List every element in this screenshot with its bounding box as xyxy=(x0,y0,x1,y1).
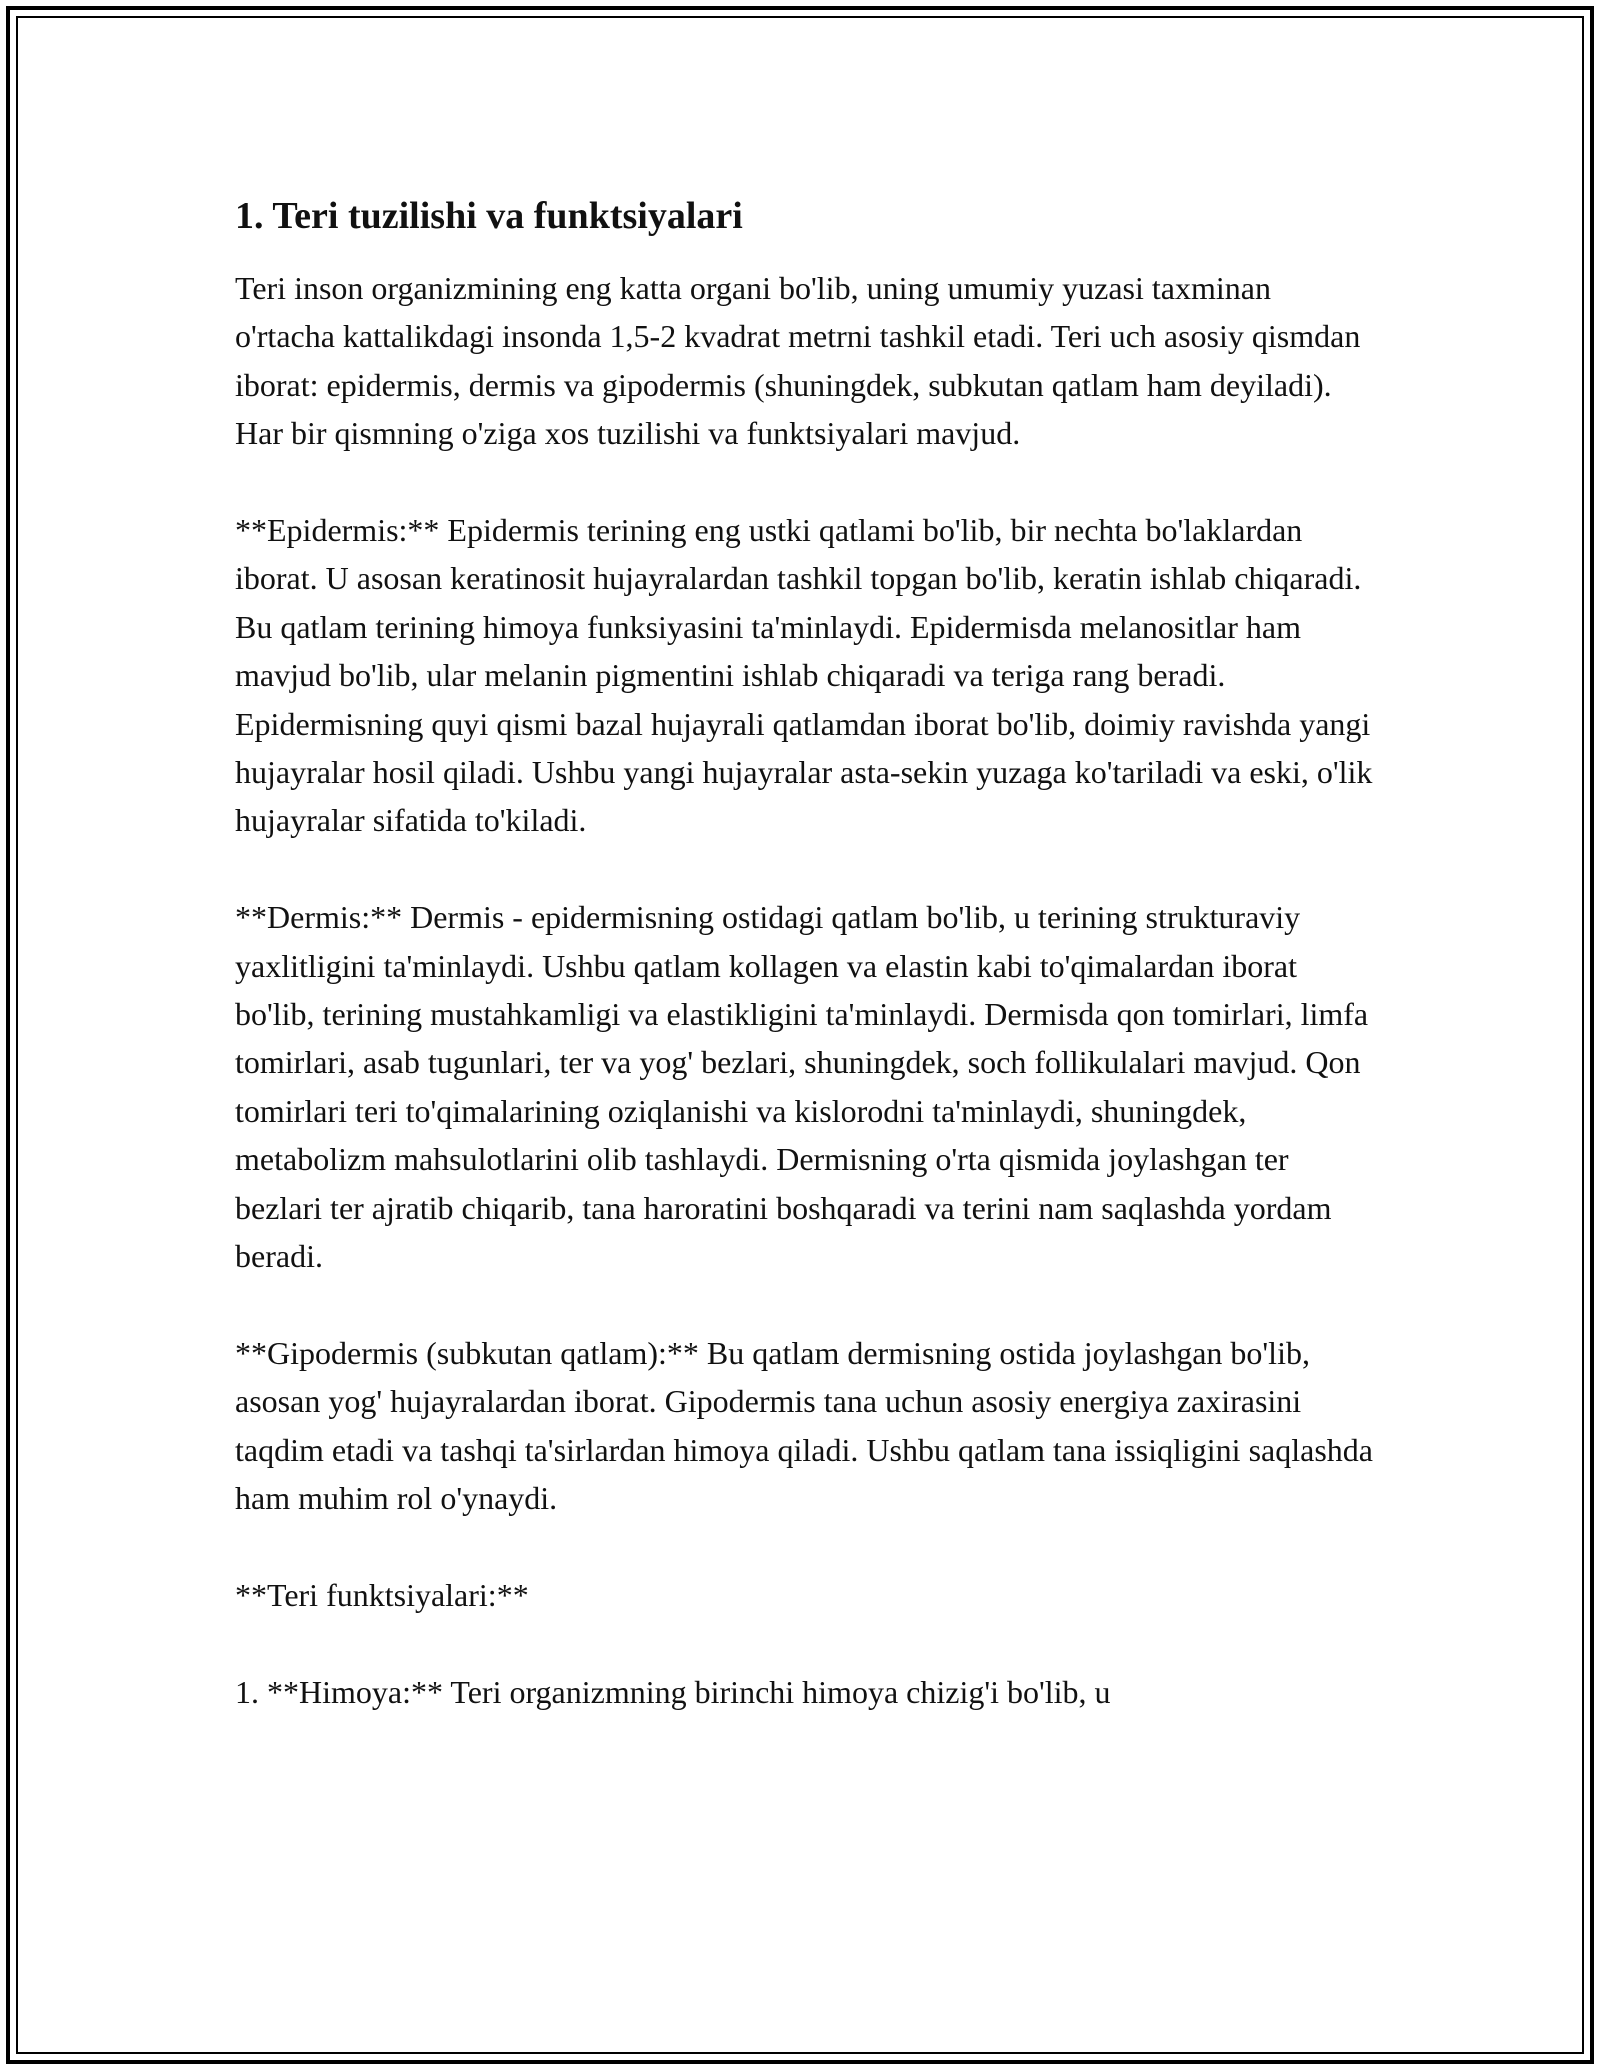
paragraph-dermis: **Dermis:** Dermis - epidermisning ostidagi qatlam bo'lib, u terining strukturaviy yaxlitligini ta'minlaydi. Ushbu qatlam kollagen va elastin kabi to'qimalardan iborat bo'lib, terining mustahkamligi va elastikligini ta'minlaydi. Dermisda qon tomirlari, limfa tomirlari, asab tugunlari, ter va yog' bezlari, shuningdek, soch follikulalari mavjud. Qon tomirlari teri to'qimalarining oziqlanishi va kislorodni ta'minlaydi, shuningdek, metabolizm mahsulotlarini olib tashlaydi. Dermisning o'rta qismida joylashgan ter bezlari ter ajratib chiqarib, tana haroratini boshqaradi va terini nam saqlashda yordam beradi. xyxy=(235,899,1369,1275)
paragraph-gipodermis: **Gipodermis (subkutan qatlam):** Bu qatlam dermisning ostida joylashgan bo'lib, asosan yog' hujayralardan iborat. Gipodermis tana uchun asosiy energiya zaxirasini taqdim etadi va tashqi ta'sirlardan himoya qiladi. Ushbu qatlam tana issiqligini saqlashda ham muhim rol o'ynaydi. xyxy=(235,1334,1373,1517)
paragraph-functions-heading: **Teri funktsiyalari:** xyxy=(235,1576,529,1613)
document-title: 1. Teri tuzilishi va funktsiyalari xyxy=(235,195,743,237)
paragraph-epidermis: **Epidermis:** Epidermis terining eng ustki qatlami bo'lib, bir nechta bo'laklardan iborat. U asosan keratinosit hujayralardan tashkil topgan bo'lib, keratin ishlab chiqaradi. Bu qatlam terining himoya funksiyasini ta'minlaydi. Epidermisda melanositlar ham mavjud bo'lib, ular melanin pigmentini ishlab chiqaradi va teriga rang beradi. Epidermisning quyi qismi bazal hujayrali qatlamdan iborat bo'lib, doimiy ravishda yangi hujayralar hosil qiladi. Ushbu yangi hujayralar asta-sekin yuzaga ko'tariladi va eski, o'lik hujayralar sifatida to'kiladi. xyxy=(235,512,1373,839)
document-body xyxy=(235,188,1375,1716)
paragraph-intro: Teri inson organizmining eng katta organi bo'lib, uning umumiy yuzasi taxminan o'rtacha kattalikdagi insonda 1,5-2 kvadrat metrni tashkil etadi. Teri uch asosiy qismdan iborat: epidermis, dermis va gipodermis (shuningdek, subkutan qatlam ham deyiladi). Har bir qismning o'ziga xos tuzilishi va funktsiyalari mavjud. xyxy=(235,270,1361,452)
paragraph-function-protection: 1. **Himoya:** Teri organizmning birinchi himoya chizig'i bo'lib, u xyxy=(235,1673,1111,1710)
